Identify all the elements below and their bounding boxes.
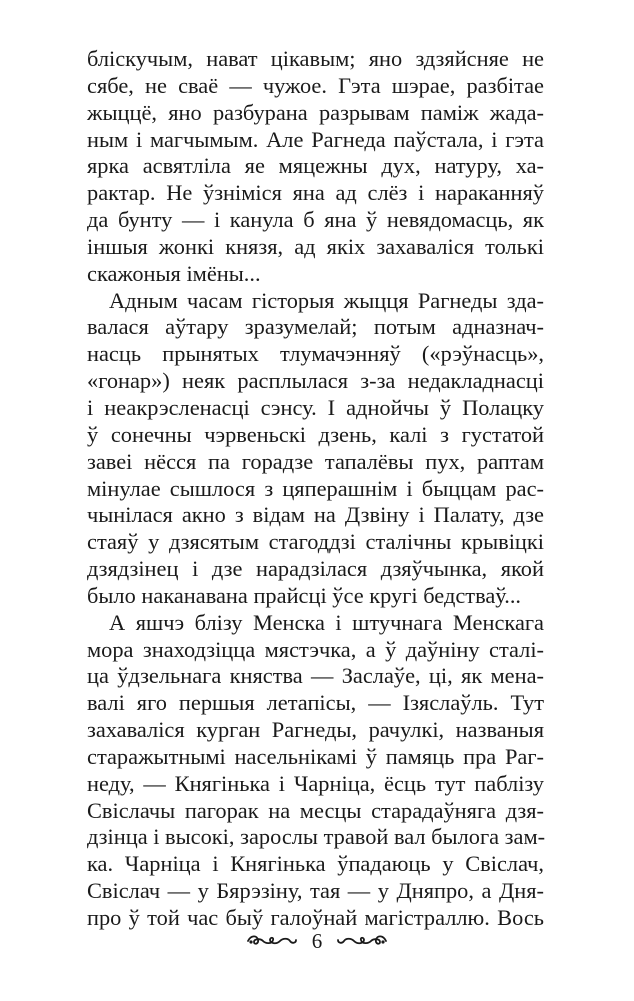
text-line: дзядзінец і дзе нарадзілася дзяўчынка, якой xyxy=(87,556,544,582)
paragraph-start-line: Адным часам гісторыя жыцця Рагнеды зда- xyxy=(109,287,544,313)
text-line: і неакрэсленасці сэнсу. І аднойчы ў Полацку xyxy=(87,394,544,420)
text-line: дзінца і высокі, зарослы травой вал былога зам- xyxy=(87,824,546,850)
text-line: неду, — Княгінька і Чарніца, ёсць тут паблізу xyxy=(87,770,544,796)
text-line: іншыя жонкі князя, ад якіх захаваліся толькі xyxy=(87,233,544,259)
text-line: ярка асвятліла яе мяцежны дух, натуру, ха- xyxy=(87,153,544,179)
paragraph-end-line: было наканавана прайсці ўсе кругі бедстваў... xyxy=(87,582,522,608)
text-line: рактар. Не ўзнімiся яна ад слёз і нараканняў xyxy=(87,180,544,206)
text-line: мора знаходзіцца мястэчка, а ў даўніну сталі- xyxy=(87,636,544,662)
text-line: валася аўтару зразумелай; потым адназнач- xyxy=(87,314,544,340)
text-line: Свіслач — у Бярэзіну, тая — у Дняпро, а Дня- xyxy=(87,878,544,904)
text-line: валі яго першыя летапісы, — Ізяслаўль. Тут xyxy=(87,690,544,716)
text-line: насць прынятых тлумачэнняў («рэўнасць», xyxy=(87,341,544,367)
text-line: сябе, не сваё — чужое. Гэта шэрае, разбітае xyxy=(87,72,544,98)
text-line: Свіслачы пагорак на месцы старадаўняга дзя- xyxy=(87,797,544,823)
text-line: мінулае сышлося з цяперашнім і быццам рас- xyxy=(87,475,544,501)
text-line: чынілася акно з відам на Дзвіну і Палату, дзе xyxy=(87,502,544,528)
text-line: ка. Чарніца і Княгінька ўпадаюць у Свіслач, xyxy=(87,851,544,877)
text-line: стаяў у дзясятым стагоддзі сталічны крывіцкі xyxy=(87,529,544,555)
body-text xyxy=(87,46,544,932)
text-line: ца ўдзельнага княства — Заслаўе, ці, як мена- xyxy=(87,663,544,689)
left-ornament-icon xyxy=(246,934,298,948)
text-line: ным і магчымым. Але Рагнеда паўстала, і гэта xyxy=(87,126,544,152)
text-line: бліскучым, нават цікавым; яно здзяйсняе не xyxy=(87,46,544,71)
paragraph-end-line: скажоныя імёны... xyxy=(87,260,261,286)
text-line: захаваліся курган Рагнеды, рачулкі, названыя xyxy=(87,717,544,743)
text-line: жыццё, яно разбурана разрывам паміж жада- xyxy=(87,99,544,125)
text-line: завеі нёсся па горадзе тапалёвы пух, раптам xyxy=(87,448,544,474)
text-line: про ў той час быў галоўнай магістраллю. Вось xyxy=(87,905,544,930)
text-line: ў сонечны чэрвеньскі дзень, калі з густатой xyxy=(87,421,544,447)
text-line: «гонар») неяк расплылася з-за недакладнасці xyxy=(87,368,544,394)
text-line: да бунту — і канула б яна ў невядомасць, як xyxy=(87,207,544,233)
page-footer xyxy=(0,926,634,956)
text-line: старажытнымі насельнікамі ў памяць пра Раг- xyxy=(87,743,544,769)
right-ornament-icon xyxy=(336,934,388,948)
paragraph-start-line: А яшчэ блізу Менска і штучнага Менскага xyxy=(109,609,544,635)
page-number: 6 xyxy=(311,929,323,953)
